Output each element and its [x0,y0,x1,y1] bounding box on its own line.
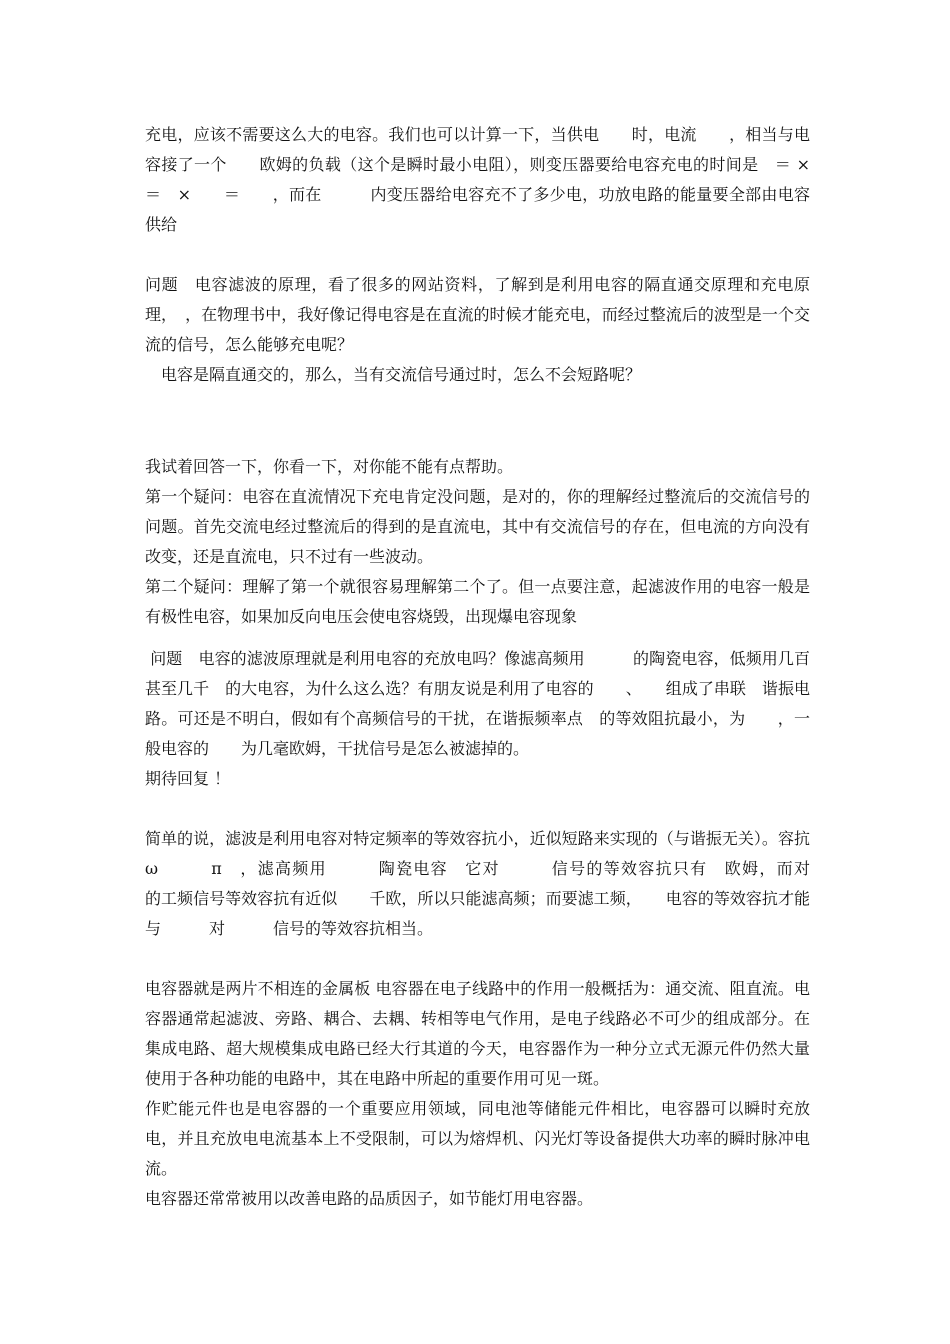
paragraph-capacitor-overview: 电容器就是两片不相连的金属板 电容器在电子线路中的作用一般概括为：通交流、阻直流。电容器通常起滤波、旁路、耦合、去耦、转相等电气作用，是电子线路必不可少的组成部分。在集成电路、超大规模集成电路已经大行其道的今天，电容器作为一种分立式无源元件仍然大量使用于各种功能的电路中，其在电路中所起的重要作用可见一斑。 作贮能元件也是电容器的一个重要应用领域，同电池等储能元件相比，电容器可以瞬时充放电，并且充放电电流基本上不受限制，可以为熔焊机、闪光灯等设备提供大功率的瞬时脉冲电流。 电容器还常常被用以改善电路的品质因子，如节能灯用电容器。 [145,979,810,1208]
paragraph-answer-reactance: 简单的说，滤波是利用电容对特定频率的等效容抗小，近似短路来实现的（与谐振无关）。容抗 ω π ，滤高频用 陶瓷电容 它对 信号的等效容抗只有 欧姆，而对 的工频信号等效容抗有近似 千欧，所以只能滤高频；而要滤工频， 电容的等效容抗才能与 对 信号的等效容抗相当。 [145,829,859,938]
paragraph-gap [145,944,810,974]
paragraph-capacitor-charging-calc: 充电，应该不需要这么大的电容。我们也可以计算一下，当供电 时，电流 ，相当与电容接了一个 欧姆的负载（这个是瞬时最小电阻），则变压器要给电容充电的时间是 ＝ × ＝ × ＝ ，而在 内变压器给电容充不了多少电，功放电路的能量要全部由电容供给 [145,125,816,234]
paragraph-gap [145,794,810,824]
paragraph-gap [145,240,810,270]
paragraph-gap [145,390,810,452]
paragraph-question-filter-choice: 问题 电容的滤波原理就是利用电容的充放电吗？像滤高频用 的陶瓷电容，低频用几百甚至几千 的大电容，为什么这么选？有朋友说是利用了电容的 、 组成了串联 谐振电路。可还是不明白，假如有个高频信号的干扰，在谐振频率点 的等效阻抗最小，为 ，一般电容的 为几毫欧姆，干扰信号是怎么被滤掉的。 期待回复 ！ [145,649,810,788]
document-page [145,120,859,1214]
paragraph-gap [145,632,810,644]
paragraph-question-filter-principle: 问题 电容滤波的原理，看了很多的网站资料，了解到是利用电容的隔直通交原理和充电原理， ，在物理书中，我好像记得电容是在直流的时候才能充电，而经过整流后的波型是一个交流的信号，怎么能够充电呢？ 电容是隔直通交的，那么，当有交流信号通过时，怎么不会短路呢？ [145,275,810,384]
paragraph-answer-doubts: 我试着回答一下，你看一下，对你能不能有点帮助。 第一个疑问：电容在直流情况下充电肯定没问题，是对的，你的理解经过整流后的交流信号的问题。首先交流电经过整流后的得到的是直流电，其中有交流信号的存在，但电流的方向没有改变，还是直流电，只不过有一些波动。 第二个疑问：理解了第一个就很容易理解第二个了。但一点要注意，起滤波作用的电容一般是有极性电容，如果加反向电压会使电容烧毁，出现爆电容现象 [145,457,810,626]
